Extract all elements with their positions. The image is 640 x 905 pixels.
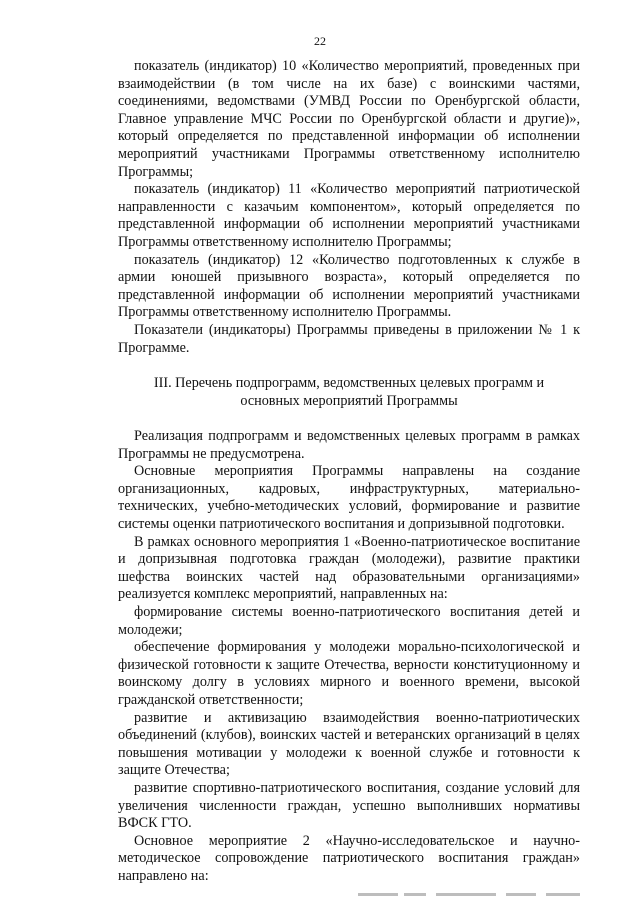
scan-artifact-5 xyxy=(546,893,580,896)
list-item-readiness: обеспечение формирования у молодежи морально-психологической и физической готовности к защите Отечества, верности конституционному и воинскому долгу в условиях мирного и военного времени, высокой гражданской ответственности; xyxy=(118,639,580,708)
scan-artifact-3 xyxy=(436,893,496,896)
list-item-sports: развитие спортивно-патриотического воспитания, создание условий для увеличения численности граждан, успешно выполнивших нормативы ВФСК ГТО. xyxy=(118,779,580,832)
document-body xyxy=(118,58,580,886)
section-heading-line-1: III. Перечень подпрограмм, ведомственных целевых программ и xyxy=(153,375,545,392)
page-number: 22 xyxy=(314,34,326,48)
paragraph-indicator-11: показатель (индикатор) 11 «Количество мероприятий патриотической направленности с казачьим компонентом», который определяется по представленной информации об исполнении мероприятий участниками Программы ответственному исполнителю Программы; xyxy=(118,181,580,250)
list-item-formation: формирование системы военно-патриотического воспитания детей и молодежи; xyxy=(118,604,580,638)
paragraph-subprograms: Реализация подпрограмм и ведомственных целевых программ в рамках Программы не предусмотрена. xyxy=(118,428,580,462)
section-heading-line-2: основных мероприятий Программы xyxy=(240,393,458,410)
paragraph-activity-2: Основное мероприятие 2 «Научно-исследовательское и научно-методическое сопровождение патриотического воспитания граждан» направлено на: xyxy=(118,832,580,884)
paragraph-activity-1: В рамках основного мероприятия 1 «Военно-патриотическое воспитание и допризывная подготовка граждан (молодежи), развитие практики шефства воинских частей над образовательными организациями» реализуется комплекс мероприятий, направленных на: xyxy=(118,533,580,603)
scan-artifact-2 xyxy=(404,893,426,896)
paragraph-indicators-appendix: Показатели (индикаторы) Программы приведены в приложении № 1 к Программе. xyxy=(118,321,580,356)
scan-artifact-4 xyxy=(506,893,536,896)
section-heading xyxy=(138,374,560,410)
paragraph-main-activities: Основные мероприятия Программы направлены на создание организационных, кадровых, инфраструктурных, материально-технических, учебно-методических условий, формирование и развитие системы оценки патриотического воспитания и допризывной подготовки. xyxy=(118,463,580,533)
paragraph-indicator-12: показатель (индикатор) 12 «Количество подготовленных к службе в армии юношей призывного возраста», который определяется по представленной информации об исполнении мероприятий участниками Программы ответственному исполнителю Программы. xyxy=(118,251,580,321)
scan-artifact-1 xyxy=(358,893,398,896)
paragraph-indicator-10: показатель (индикатор) 10 «Количество мероприятий, проведенных при взаимодействии (в том числе на их базе) с воинскими частями, соединениями, ведомствами (УМВД России по Оренбургской области, Главное управление МЧС России по Оренбургской области и другие)», который определяется по представленной информации об исполнении мероприятий участниками Программы ответственному исполнителю Программы; xyxy=(118,58,580,180)
list-item-interaction: развитие и активизацию взаимодействия военно-патриотических объединений (клубов), воинских частей и ветеранских организаций в целях повышения мотивации у молодежи к военной службе и готовности к защите Отечества; xyxy=(118,709,580,779)
